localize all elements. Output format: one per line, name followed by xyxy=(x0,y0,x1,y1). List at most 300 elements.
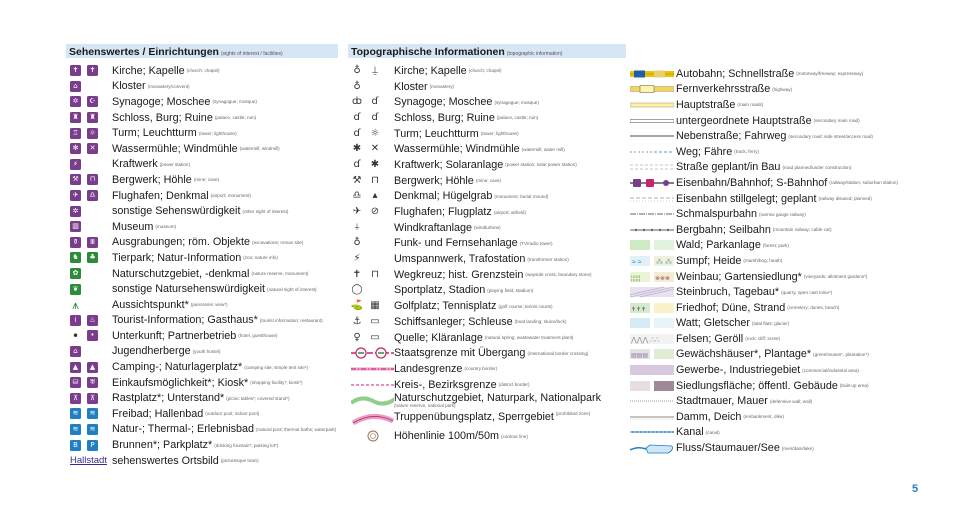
legend-row xyxy=(348,173,626,189)
natural-pool-icon: ≋ xyxy=(70,424,81,435)
youth-hostel-icon: ⌂ xyxy=(70,346,81,357)
legend-symbols xyxy=(66,408,112,419)
legend-symbols xyxy=(630,224,676,236)
topo-symbol-icon: ⚒ xyxy=(352,174,362,186)
legend-label: Friedhof; Düne, Strand xyxy=(676,301,786,314)
topo-symbol-icon: ✈ xyxy=(352,206,362,218)
svg-text:¦¦¦¦¦¦: ¦¦¦¦¦¦ xyxy=(631,275,641,282)
legend-symbols xyxy=(348,128,394,140)
topo-symbol-icon: ȸ xyxy=(352,96,362,108)
legend-row xyxy=(348,330,626,346)
legend-symbols xyxy=(348,159,394,171)
topo-symbol-icon: ⍊ xyxy=(372,64,378,76)
legend-row xyxy=(348,392,626,410)
map-line-symbol xyxy=(630,426,674,438)
legend-label: Museum xyxy=(112,220,154,233)
legend-symbols xyxy=(348,96,394,108)
prohibited-zone-line-symbol xyxy=(351,411,394,425)
legend-note: (main roads) xyxy=(737,102,764,108)
legend-label: Flughafen; Denkmal xyxy=(112,189,209,202)
legend-note: (forest; park) xyxy=(762,242,789,248)
legend-row xyxy=(66,125,338,141)
legend-note: (palace, castle; ruin) xyxy=(214,115,257,121)
topo-symbol-icon: ♁ xyxy=(353,237,361,249)
legend-symbols xyxy=(66,377,112,388)
legend-label: Quelle; Kläranlage xyxy=(394,331,483,344)
legend-symbols xyxy=(66,455,112,466)
indoor-pool-icon: ≋ xyxy=(87,408,98,419)
legend-note: (greenhouses*, plantation*) xyxy=(813,351,869,357)
legend-label: Wald; Parkanlage xyxy=(676,239,761,252)
topo-symbol-icon: ⊘ xyxy=(370,206,380,218)
zoo-icon: ♞ xyxy=(70,252,81,263)
topo-symbol-icon: ✝ xyxy=(352,268,362,280)
legend-label: Naturschutzgebiet, -denkmal xyxy=(112,267,250,280)
legend-label: Aussichtspunkt* xyxy=(112,298,189,311)
topo-symbol-icon: ♎ xyxy=(352,190,362,202)
topo-symbol-icon: ♁ xyxy=(353,80,361,92)
legend-row xyxy=(348,361,626,377)
legend-row xyxy=(348,314,626,330)
legend-row xyxy=(630,206,898,222)
legend-row xyxy=(66,375,338,391)
country-border-line-symbol xyxy=(351,362,394,376)
legend-row xyxy=(348,428,626,444)
legend-label: Fernverkehrsstraße xyxy=(676,83,771,96)
legend-symbols xyxy=(66,128,112,139)
thermal-bath-icon: ≋ xyxy=(87,424,98,435)
legend-note: (power station) xyxy=(159,161,190,167)
legend-row xyxy=(630,284,898,300)
topo-symbol-icon: ▭ xyxy=(370,315,380,327)
legend-note: (windturbine) xyxy=(474,225,501,231)
topo-subtitle: (topographic information) xyxy=(506,51,563,57)
legend-note: (power station; solar power station) xyxy=(505,162,577,168)
map-line-symbol xyxy=(630,411,674,423)
legend-note: (quarry, open cast mine*) xyxy=(781,289,833,295)
legend-note: (marsh/bog; heath) xyxy=(743,258,783,264)
map-line-symbol xyxy=(630,208,674,220)
legend-row xyxy=(66,281,338,297)
legend-row xyxy=(348,283,626,299)
legend-note: (secondary road; side street/access road) xyxy=(788,133,873,139)
legend-symbols xyxy=(66,299,112,310)
legend-note: (golf course; tennis courts) xyxy=(498,303,553,309)
legend-symbols xyxy=(348,411,394,425)
legend-symbols xyxy=(630,177,676,189)
legend-symbols xyxy=(66,315,112,326)
legend-label: Brunnen*; Parkplatz* xyxy=(112,439,213,452)
legend-note: (prohibited zone) xyxy=(555,411,591,417)
legend-symbols xyxy=(348,222,394,234)
svg-text:≈ ≈: ≈ ≈ xyxy=(632,258,642,266)
legend-label: Landesgrenze xyxy=(394,362,463,375)
castle-icon: ♜ xyxy=(70,112,81,123)
legend-row xyxy=(66,235,338,251)
legend-symbols xyxy=(630,161,676,173)
legend-symbols xyxy=(630,442,676,454)
legend-symbols xyxy=(66,252,112,263)
shelter-icon: ⊼ xyxy=(87,393,98,404)
mine-icon: ⚒ xyxy=(70,174,81,185)
map-line-symbol xyxy=(630,364,674,376)
legend-row xyxy=(348,251,626,267)
legend-row xyxy=(348,63,626,79)
legend-label: Windkraftanlage xyxy=(394,221,473,234)
legend-symbols xyxy=(630,333,676,345)
topo-symbol-icon: ▭ xyxy=(370,331,380,343)
legend-row xyxy=(66,328,338,344)
legend-note: (tourist information; restaurant) xyxy=(259,317,323,323)
legend-label: Autobahn; Schnellstraße xyxy=(676,67,795,80)
legend-row xyxy=(630,253,898,269)
legend-note: (youth hostel) xyxy=(192,348,221,354)
topo-symbol-icon: ♁ xyxy=(353,64,361,76)
legend-note: (picturesque town) xyxy=(220,458,259,464)
legend-symbols xyxy=(630,146,676,158)
legend-note: (airport; monument) xyxy=(210,193,251,199)
legend-label: Umspannwerk, Trafostation xyxy=(394,253,526,266)
legend-label: sonstige Natursehenswürdigkeit xyxy=(112,283,266,296)
mosque-icon: ☪ xyxy=(87,96,98,107)
legend-row xyxy=(348,377,626,393)
legend-row xyxy=(348,236,626,252)
legend-note: (mine; cave) xyxy=(475,178,502,184)
legend-label: Bergwerk; Höhle xyxy=(394,174,474,187)
camping-icon: ▲ xyxy=(70,362,81,373)
legend-row xyxy=(630,238,898,254)
topo-symbol-icon: ▦ xyxy=(370,300,380,312)
natural-sight-icon: ❦ xyxy=(70,284,81,295)
topo-symbol-icon: ɗ xyxy=(371,96,379,108)
map-line-symbol xyxy=(630,224,674,236)
map-line-symbol xyxy=(630,99,674,111)
legend-symbols xyxy=(630,380,676,392)
legend-label: Felsen; Geröll xyxy=(676,332,744,345)
legend-row xyxy=(630,409,898,425)
monastery-icon: ⌂ xyxy=(70,81,81,92)
legend-note: (defensive wall; wall) xyxy=(769,398,813,404)
legend-row xyxy=(630,378,898,394)
legend-row xyxy=(630,113,898,129)
legend-symbols xyxy=(348,300,394,312)
legend-symbols xyxy=(630,286,676,298)
legend-note: (railway disused; planned) xyxy=(818,196,872,202)
legend-label: Nebenstraße; Fahrweg xyxy=(676,130,787,143)
legend-label: untergeordnete Hauptstraße xyxy=(676,114,812,127)
legend-label: Turm; Leuchtturm xyxy=(112,127,197,140)
legend-symbols xyxy=(348,378,394,392)
map-line-symbol xyxy=(630,271,674,283)
watermill-icon: ✻ xyxy=(70,143,81,154)
legend-label: Camping-; Naturlagerplatz* xyxy=(112,361,243,374)
legend-row xyxy=(66,453,338,469)
legend-note: (natural sight of interest) xyxy=(267,286,317,292)
topo-symbol-icon: ⍭ xyxy=(354,221,360,233)
legend-row xyxy=(630,269,898,285)
legend-label: Weg; Fähre xyxy=(676,145,733,158)
legend-label: Kreis-, Bezirksgrenze xyxy=(394,378,497,391)
legend-label: Denkmal; Hügelgrab xyxy=(394,190,493,203)
legend-row xyxy=(630,331,898,347)
legend-row xyxy=(630,128,898,144)
legend-note: (outdoor pool; indoor pool) xyxy=(205,411,260,417)
partner-icon: • xyxy=(87,330,98,341)
legend-note: (airport; airfield) xyxy=(493,209,527,215)
fountain-icon: B xyxy=(70,440,81,451)
town-name: Hallstadt xyxy=(70,455,107,467)
sights-section xyxy=(66,44,338,468)
legend-label: Siedlungsfläche; öffentl. Gebäude xyxy=(676,379,838,392)
legend-note: (synagogue; mosque) xyxy=(494,99,539,105)
tent-site-icon: ▲ xyxy=(87,362,98,373)
legend-row xyxy=(66,406,338,422)
legend-row xyxy=(66,437,338,453)
legend-symbols xyxy=(348,316,394,328)
legend-label: Fluss/Staumauer/See xyxy=(676,442,780,455)
legend-symbols xyxy=(66,65,112,76)
district-border-line-symbol xyxy=(351,378,394,392)
svg-text:✝✝✝: ✝✝✝ xyxy=(631,306,647,313)
legend-label: Staatsgrenze mit Übergang xyxy=(394,347,526,360)
sights-title: Sehenswertes / Einrichtungen xyxy=(69,46,219,58)
legend-symbols xyxy=(66,268,112,279)
topo-symbol-icon: ⊓ xyxy=(371,174,379,186)
legend-note: (tidal flats; glacier) xyxy=(752,320,790,326)
legend-row xyxy=(66,250,338,266)
legend-row xyxy=(66,297,338,313)
legend-note: (church; chapel) xyxy=(468,68,502,74)
map-line-symbol xyxy=(630,333,674,345)
map-line-symbol xyxy=(630,161,674,173)
legend-note: (excavations; roman site) xyxy=(252,239,304,245)
legend-symbols xyxy=(66,284,112,295)
legend-symbols xyxy=(630,130,676,142)
topo-symbol-icon: ɗ xyxy=(353,111,361,123)
legend-row xyxy=(66,313,338,329)
legend-note: (boat landing; sluice/lock) xyxy=(514,319,567,325)
legend-symbols xyxy=(66,174,112,185)
legend-symbols xyxy=(66,143,112,154)
legend-row xyxy=(66,266,338,282)
legend-row xyxy=(66,79,338,95)
excavation-icon: ⚱ xyxy=(70,237,81,248)
shopping-icon: ⛁ xyxy=(70,377,81,388)
map-line-symbol xyxy=(630,193,674,205)
legend-label: Unterkunft; Partnerbetrieb xyxy=(112,329,237,342)
legend-row xyxy=(66,359,338,375)
topo-section xyxy=(348,44,626,444)
topo-symbol-icon: ☼ xyxy=(370,127,380,139)
svg-text:▤▤▤: ▤▤▤ xyxy=(631,353,649,360)
legend-symbols xyxy=(630,271,676,283)
map-line-symbol xyxy=(630,177,674,189)
legend-note: (wayside cross; boundary stone) xyxy=(525,272,592,278)
legend-row xyxy=(630,440,898,456)
legend-label: Kraftwerk xyxy=(112,158,158,171)
legend-row xyxy=(66,141,338,157)
map-line-symbol xyxy=(630,130,674,142)
legend-row xyxy=(630,82,898,98)
legend-note: (international border crossing) xyxy=(527,350,589,356)
monument-icon: ♎ xyxy=(87,190,98,201)
nature-park-line-symbol xyxy=(351,393,394,407)
legend-symbols xyxy=(66,206,112,217)
legend-symbols xyxy=(630,115,676,127)
legend-label: Truppenübungsplatz, Sperrgebiet xyxy=(394,411,554,424)
topo-symbol-icon: ✱ xyxy=(352,143,362,155)
map-line-symbol xyxy=(630,317,674,329)
legend-note: (mine; cave) xyxy=(193,177,220,183)
legend-note: (tower; lighthouse) xyxy=(198,130,237,136)
legend-note: (commercial/industrial area) xyxy=(802,367,859,373)
legend-row xyxy=(348,141,626,157)
legend-label: Naturschutzgebiet, Naturpark, Nationalpark xyxy=(394,392,602,405)
tower-icon: ♖ xyxy=(70,128,81,139)
church-icon: ✝ xyxy=(70,65,81,76)
legend-symbols xyxy=(630,99,676,111)
cave-icon: ⊓ xyxy=(87,174,98,185)
legend-note: (museum) xyxy=(155,224,177,230)
legend-note: (hotel, guesthouse) xyxy=(238,333,278,339)
legend-note: (drinking fountain*; parking lot*) xyxy=(214,442,279,448)
sights-subtitle: (sights of interest / facilities) xyxy=(220,51,283,57)
legend-label: Wassermühle; Windmühle xyxy=(112,142,238,155)
ruin-icon: ♜ xyxy=(87,112,98,123)
map-line-symbol xyxy=(630,146,674,158)
legend-row xyxy=(630,347,898,363)
legend-symbols xyxy=(348,112,394,124)
legend-note: (embankment, dike) xyxy=(743,414,785,420)
legend-note: (playing field, stadium) xyxy=(487,287,534,293)
topo-symbol-icon: ɗ xyxy=(353,127,361,139)
legend-label: Funk- und Fernsehanlage xyxy=(394,237,518,250)
synagogue-icon: ✡ xyxy=(70,96,81,107)
legend-label: Schmalspurbahn xyxy=(676,208,758,221)
topo-list xyxy=(348,63,626,444)
legend-note: (monument; burial mound) xyxy=(494,193,549,199)
legend-note: (rock; cliff; scree) xyxy=(745,336,781,342)
legend-note: (railway/station; suburban station) xyxy=(829,180,898,186)
legend-label: Golfplatz; Tennisplatz xyxy=(394,300,497,313)
legend-note: (synagogue; mosque) xyxy=(212,99,257,105)
legend-symbols xyxy=(348,81,394,93)
contour-line-symbol xyxy=(351,429,394,443)
windmill-icon: ✕ xyxy=(87,143,98,154)
legend-row xyxy=(348,110,626,126)
legend-row xyxy=(66,422,338,438)
legend-row xyxy=(630,144,898,160)
map-line-symbol xyxy=(630,286,674,298)
legend-row xyxy=(348,298,626,314)
legend-note: (zoo; nature info) xyxy=(243,255,278,261)
legend-note: (natural spring; wastewater treatment plant) xyxy=(484,335,574,341)
map-line-symbol xyxy=(630,239,674,251)
picnic-icon: ⊼ xyxy=(70,393,81,404)
restaurant-icon: ♨ xyxy=(87,315,98,326)
legend-label: Sumpf; Heide xyxy=(676,254,742,267)
topo-symbol-icon: ✱ xyxy=(370,158,380,170)
legend-label: Tierpark; Natur-Information xyxy=(112,251,242,264)
legend-label: Damm, Deich xyxy=(676,410,742,423)
legend-row xyxy=(348,220,626,236)
legend-label: sehenswertes Ortsbild xyxy=(112,454,219,467)
chapel-icon: ✝ xyxy=(87,65,98,76)
legend-note: (other sight of interest) xyxy=(242,208,289,214)
legend-row xyxy=(348,94,626,110)
panoramic-view-icon: ⩚ xyxy=(72,297,79,312)
legend-label: Straße geplant/in Bau xyxy=(676,161,781,174)
legend-symbols xyxy=(630,364,676,376)
map-line-symbol xyxy=(630,115,674,127)
sights-list xyxy=(66,63,338,468)
legend-row xyxy=(630,316,898,332)
legend-label: Gewerbe-, Industriegebiet xyxy=(676,364,801,377)
roman-site-icon: Ⅲ xyxy=(87,237,98,248)
airport-icon: ✈ xyxy=(70,190,81,201)
legend-note: (motorway/freeway; expressway) xyxy=(796,71,864,77)
legend-note: (track; ferry) xyxy=(734,149,759,155)
legend-symbols xyxy=(66,362,112,373)
svg-text:❀❀❀: ❀❀❀ xyxy=(655,275,671,282)
legend-symbols xyxy=(630,193,676,205)
map-line-symbol xyxy=(630,395,674,407)
legend-note: (monastery) xyxy=(429,84,455,90)
legend-label: Schiffsanleger; Schleuse xyxy=(394,315,513,328)
topo-symbol-icon: ɗ xyxy=(353,158,361,170)
legend-label: Gewächshäuser*, Plantage* xyxy=(676,348,812,361)
legend-symbols xyxy=(630,411,676,423)
legend-note: (natural pool; thermal baths; waterpark) xyxy=(256,426,337,432)
legend-text xyxy=(394,393,601,408)
legend-symbols xyxy=(630,348,676,360)
topo-symbol-icon: ɗ xyxy=(371,111,379,123)
legend-note: (panoramic view*) xyxy=(190,302,228,308)
legend-note: (watermill; water mill) xyxy=(521,146,565,152)
legend-symbols xyxy=(348,346,394,360)
roads-list xyxy=(630,66,898,456)
svg-text:⋀⋀⋀ ∴∴: ⋀⋀⋀ ∴∴ xyxy=(631,336,660,344)
lighthouse-icon: ☼ xyxy=(87,128,98,139)
map-line-symbol xyxy=(630,348,674,360)
legend-label: Hauptstraße xyxy=(676,98,736,111)
outdoor-pool-icon: ≋ xyxy=(70,408,81,419)
legend-row xyxy=(66,94,338,110)
topo-symbol-icon: ◯ xyxy=(351,284,363,296)
legend-symbols xyxy=(348,332,394,344)
legend-symbols xyxy=(630,302,676,314)
power-station-icon: ⚡ xyxy=(70,159,81,170)
legend-note: (canal) xyxy=(705,429,720,435)
legend-symbols xyxy=(348,269,394,281)
svg-text:⁂ ⁂: ⁂ ⁂ xyxy=(656,258,672,266)
legend-label: Synagoge; Moschee xyxy=(112,95,211,108)
legend-symbols xyxy=(66,330,112,341)
legend-symbols xyxy=(66,159,112,170)
legend-label: Rastplatz*; Unterstand* xyxy=(112,392,225,405)
legend-symbols xyxy=(66,81,112,92)
legend-symbols xyxy=(66,190,112,201)
legend-note: (narrow gauge railway) xyxy=(759,211,806,217)
nature-info-icon: ♣ xyxy=(87,252,98,263)
legend-note: (watermill; windmill) xyxy=(239,146,280,152)
legend-row xyxy=(66,188,338,204)
legend-label: Sportplatz, Stadion xyxy=(394,284,486,297)
legend-symbols xyxy=(66,96,112,107)
nature-reserve-icon: ✿ xyxy=(70,268,81,279)
page-number: 5 xyxy=(912,483,919,495)
legend-symbols xyxy=(348,190,394,202)
